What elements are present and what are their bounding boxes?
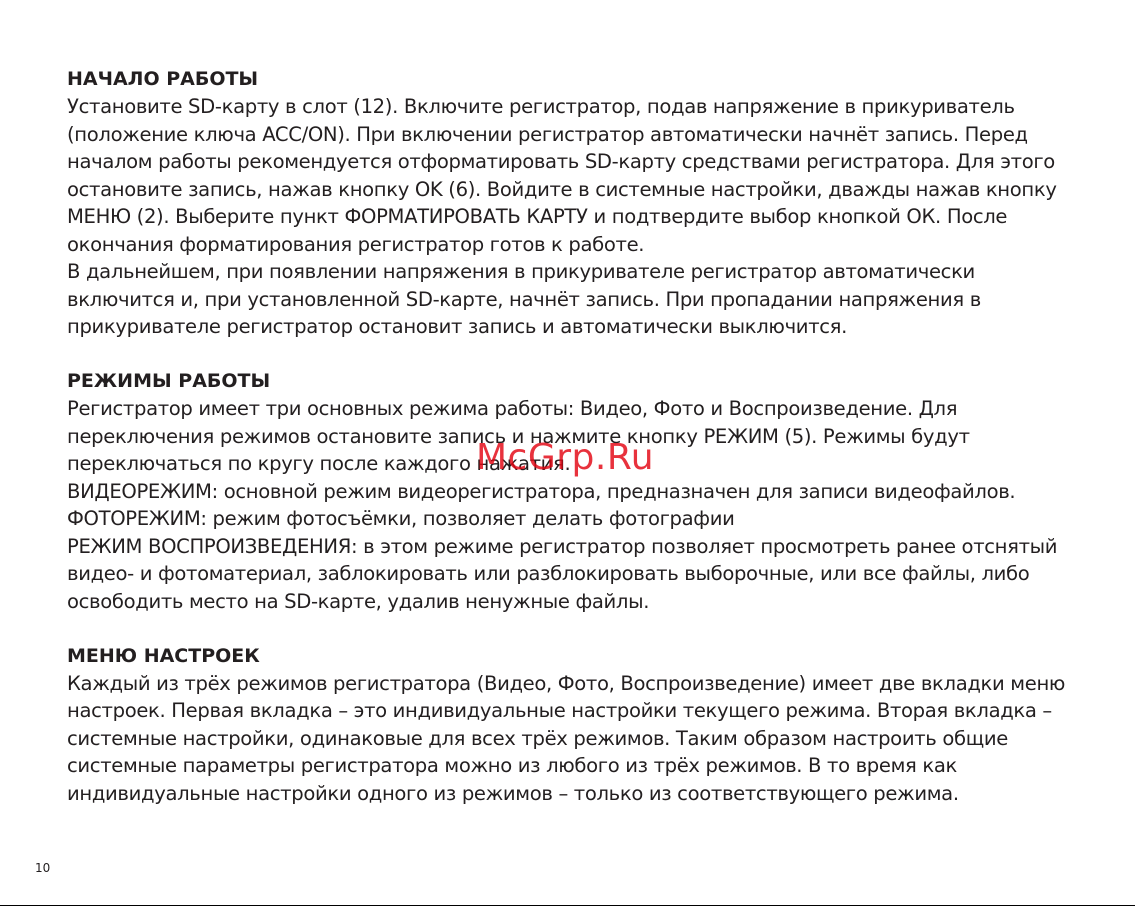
text-line: окончания форматирования регистратор готов к работе. xyxy=(67,232,645,256)
section-getting-started xyxy=(67,66,1127,341)
page-number: 10 xyxy=(35,861,51,875)
text-line: остановите запись, нажав кнопку OK (6). Войдите в системные настройки, дважды нажав кнопку xyxy=(67,177,1057,201)
text-line: включится и, при установленной SD-карте, начнёт запись. При пропадании напряжения в xyxy=(67,287,981,311)
text-line: системные параметры регистратора можно из любого из трёх режимов. В то время как xyxy=(67,754,957,777)
text-line: В дальнейшем, при появлении напряжения в прикуривателе регистратор автоматически xyxy=(67,260,975,283)
text-line: (положение ключа ACC/ON). При включении регистратор автоматически начнёт запись. Перед xyxy=(67,122,1028,146)
section-settings-menu xyxy=(67,643,1127,808)
text-line: видео- и фотоматериал, заблокировать или разблокировать выборочные, или все файлы, либо xyxy=(67,562,1030,585)
text-line: настроек. Первая вкладка – это индивидуальные настройки текущего режима. Вторая вкладка – xyxy=(67,699,1052,722)
text-line: началом работы рекомендуется отформатировать SD-карту средствами регистратора. Для этого xyxy=(67,150,1055,173)
text-line: системные настройки, одинаковые для всех трёх режимов. Таким образом настроить общие xyxy=(67,726,1008,750)
text-line: РЕЖИМ ВОСПРОИЗВЕДЕНИЯ: в этом режиме регистратор позволяет просмотреть ранее отснятый xyxy=(67,534,1058,558)
text-line: Регистратор имеет три основных режима работы: Видео, Фото и Воспроизведение. Для xyxy=(67,397,958,420)
watermark: McGrp.Ru xyxy=(476,437,655,478)
text-line: ФОТОРЕЖИМ: режим фотосъёмки, позволяет делать фотографии xyxy=(67,507,735,530)
section-spacer xyxy=(67,615,1127,643)
section-heading: НАЧАЛО РАБОТЫ xyxy=(67,68,259,90)
text-line: переключаться по кругу после каждого нажатия. xyxy=(67,452,571,475)
text-line: ВИДЕОРЕЖИМ: основной режим видеорегистратора, предназначен для записи видеофайлов. xyxy=(67,479,1016,503)
bottom-rule xyxy=(0,905,1135,906)
text-line: Установите SD-карту в слот (12). Включите регистратор, подав напряжение в прикуриватель xyxy=(67,95,1015,118)
section-spacer xyxy=(67,341,1127,369)
text-line: индивидуальные настройки одного из режимов – только из соответствующего режима. xyxy=(67,781,959,805)
text-line: освободить место на SD-карте, удалив ненужные файлы. xyxy=(67,589,650,613)
section-modes xyxy=(67,368,1127,615)
section-heading: РЕЖИМЫ РАБОТЫ xyxy=(67,370,271,392)
section-heading: МЕНЮ НАСТРОЕК xyxy=(67,644,260,667)
text-line: прикуривателе регистратор остановит запись и автоматически выключится. xyxy=(67,315,847,338)
text-line: МЕНЮ (2). Выберите пункт ФОРМАТИРОВАТЬ КАРТУ и подтвердите выбор кнопкой ОК. После xyxy=(67,205,1008,228)
text-line: Каждый из трёх режимов регистратора (Видео, Фото, Воспроизведение) имеет две вкладки меню xyxy=(67,671,1066,695)
text-line: переключения режимов остановите запись и нажмите кнопку РЕЖИМ (5). Режимы будут xyxy=(67,424,970,448)
